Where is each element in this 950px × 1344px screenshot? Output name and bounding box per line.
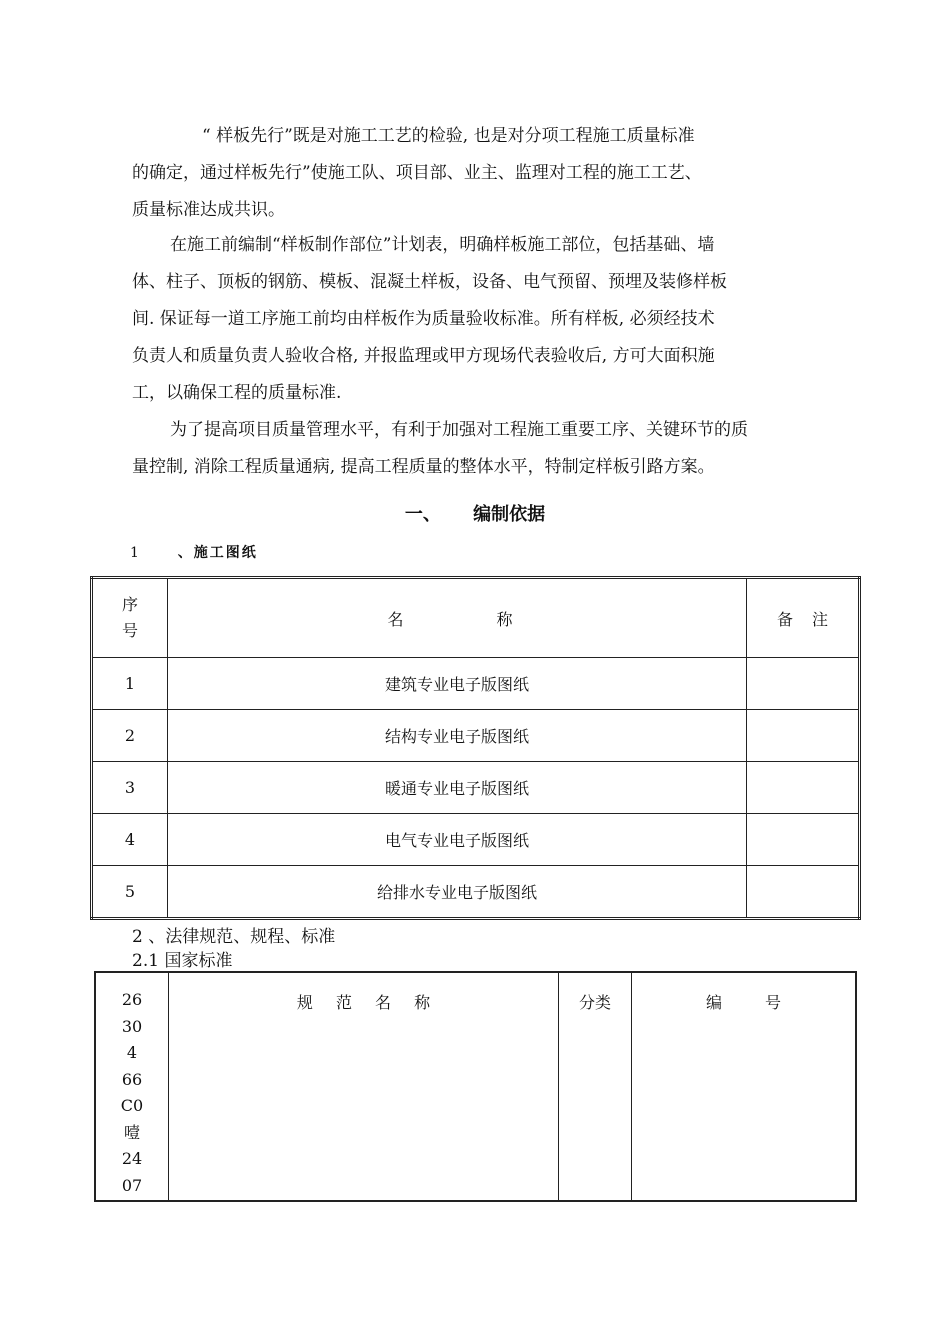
header-standard-name: 规 范 名 称 <box>169 972 559 1201</box>
row-remark <box>747 866 860 919</box>
row-remark <box>747 658 860 710</box>
paragraph-line: “ 样板先行”既是对施工工艺的检验, 也是对分项工程施工质量标准 <box>202 126 695 146</box>
intro-paragraph-1 <box>132 118 832 229</box>
code-item: C0 <box>120 1096 144 1115</box>
row-seq: 3 <box>92 762 168 814</box>
row-name: 给排水专业电子版图纸 <box>168 866 747 919</box>
code-item: 噎 <box>123 1122 140 1142</box>
intro-paragraph-3 <box>132 412 832 486</box>
section-title: 编制依据 <box>473 504 546 525</box>
header-seq: 序号 <box>92 578 168 658</box>
paragraph-line: 在施工前编制“样板制作部位”计划表，明确样板施工部位，包括基础、墙 <box>170 235 715 255</box>
row-name: 电气专业电子版图纸 <box>168 814 747 866</box>
paragraph-line: 质量标准达成共识。 <box>132 200 285 220</box>
code-item: 30 <box>121 1016 143 1036</box>
code-item: 66 <box>121 1069 143 1089</box>
table-header-row <box>92 578 860 658</box>
row-name: 暖通专业电子版图纸 <box>168 762 747 814</box>
row-remark <box>747 762 860 814</box>
paragraph-line: 为了提高项目质量管理水平，有利于加强对工程施工重要工序、关键环节的质 <box>170 420 748 440</box>
code-item: 07 <box>121 1175 143 1195</box>
row-remark <box>747 814 860 866</box>
header-remark: 备 注 <box>747 578 860 658</box>
standards-table <box>94 971 857 1202</box>
section-heading <box>0 500 950 526</box>
section-number: 一、 <box>404 504 441 525</box>
subsection-national-standards: 2.1 国家标准 <box>132 951 233 971</box>
table-row <box>92 710 860 762</box>
header-number: 编 号 <box>632 972 857 1201</box>
table-row <box>92 866 860 919</box>
row-remark <box>747 710 860 762</box>
code-column <box>95 972 169 1201</box>
subsection-drawings <box>130 542 258 562</box>
row-name: 结构专业电子版图纸 <box>168 710 747 762</box>
intro-paragraph-2 <box>132 227 832 412</box>
drawings-table <box>90 576 861 920</box>
row-seq: 4 <box>92 814 168 866</box>
header-category: 分类 <box>559 972 632 1201</box>
paragraph-line: 体、柱子、顶板的钢筋、模板、混凝土样板，设备、电气预留、预埋及装修样板 <box>132 272 727 292</box>
row-seq: 5 <box>92 866 168 919</box>
paragraph-line: 间. 保证每一道工序施工前均由样板作为质量验收标准。所有样板, 必须经技术 <box>132 309 715 329</box>
paragraph-line: 工，以确保工程的质量标准. <box>132 383 342 403</box>
row-name: 建筑专业电子版图纸 <box>168 658 747 710</box>
paragraph-line: 负责人和质量负责人验收合格, 并报监理或甲方现场代表验收后, 方可大面积施 <box>132 346 715 366</box>
table-row <box>92 658 860 710</box>
subsection-index: 1 <box>130 545 141 561</box>
code-item: 24 <box>121 1149 143 1168</box>
header-name: 名 称 <box>168 578 747 658</box>
table-row <box>92 814 860 866</box>
row-seq: 1 <box>92 658 168 710</box>
code-item: 26 <box>121 990 143 1009</box>
row-seq: 2 <box>92 710 168 762</box>
paragraph-line: 量控制, 消除工程质量通病, 提高工程质量的整体水平，特制定样板引路方案。 <box>132 457 715 477</box>
paragraph-line: 的确定，通过样板先行”使施工队、项目部、业主、监理对工程的施工工艺、 <box>132 163 702 183</box>
table-row <box>92 762 860 814</box>
code-item: 4 <box>126 1043 138 1062</box>
table-row <box>95 972 856 1201</box>
subsection-title: 、施工图纸 <box>177 545 258 561</box>
subsection-regulations: 2 、法律规范、规程、标准 <box>132 927 336 947</box>
